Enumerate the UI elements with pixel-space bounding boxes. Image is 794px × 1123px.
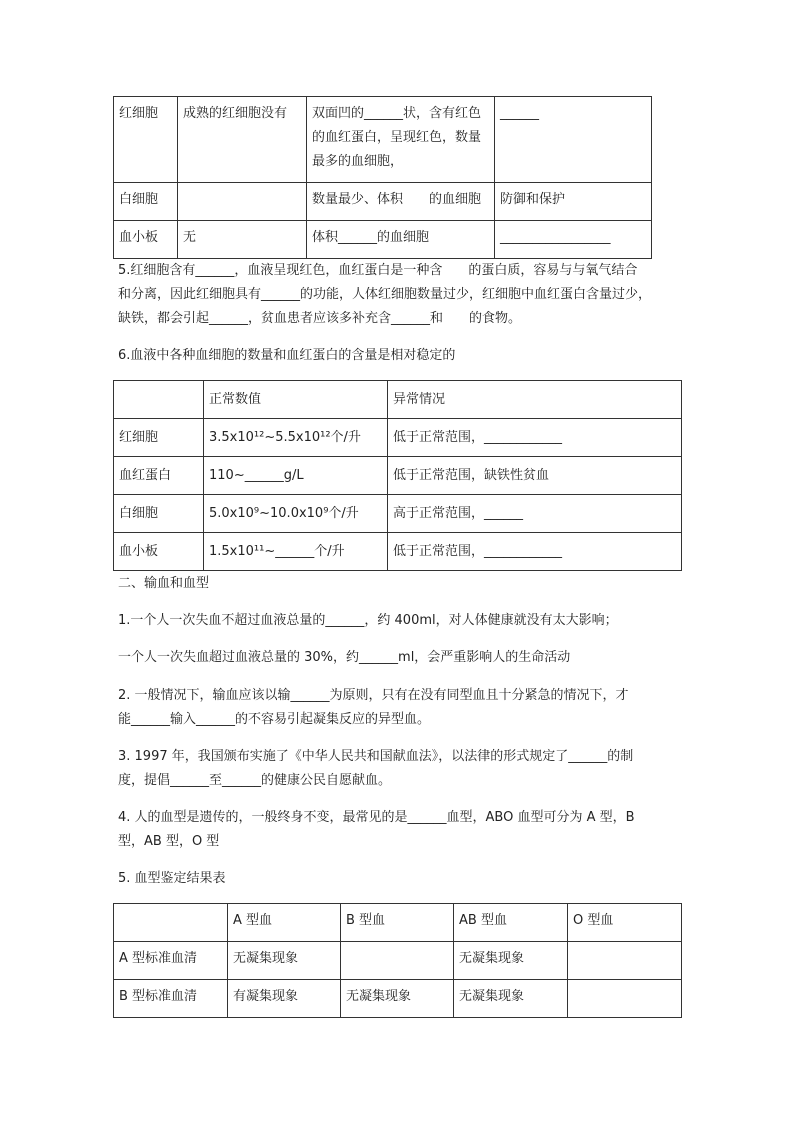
blood-cell-table: [113, 96, 652, 259]
table-cell: 110~______g/L: [204, 457, 388, 495]
table-cell: 血小板: [114, 221, 178, 259]
table-cell: 有凝集现象: [228, 980, 341, 1018]
table-cell: 低于正常范围，____________: [388, 533, 682, 571]
table-cell: 低于正常范围，缺铁性贫血: [388, 457, 682, 495]
table-cell: 白细胞: [114, 495, 204, 533]
table-row: [114, 980, 682, 1018]
table-cell: 3.5x10¹²~5.5x10¹²个/升: [204, 419, 388, 457]
table-cell: 无凝集现象: [341, 980, 454, 1018]
table-cell: 无: [178, 221, 307, 259]
table-row: [114, 221, 652, 259]
table-header-cell: AB 型血: [454, 904, 568, 942]
table-cell: [341, 942, 454, 980]
table-cell: 血小板: [114, 533, 204, 571]
paragraph-6: 6.血液中各种血细胞的数量和血红蛋白的含量是相对稳定的: [118, 348, 456, 363]
question-3-line-2: 度，提倡______至______的健康公民自愿献血。: [118, 773, 392, 788]
table-row: [114, 942, 682, 980]
table-row: [114, 97, 652, 183]
table-cell: B 型标准血清: [114, 980, 228, 1018]
table-cell: 5.0x10⁹~10.0x10⁹个/升: [204, 495, 388, 533]
table-cell: 低于正常范围，____________: [388, 419, 682, 457]
table-cell: 体积______的血细胞: [307, 221, 495, 259]
table-cell: A 型标准血清: [114, 942, 228, 980]
table-cell: 红细胞: [114, 97, 178, 183]
table-cell: [568, 980, 682, 1018]
table-cell: 无凝集现象: [228, 942, 341, 980]
table-cell: 无凝集现象: [454, 980, 568, 1018]
table-cell: 防御和保护: [495, 183, 652, 221]
table-cell: 高于正常范围，______: [388, 495, 682, 533]
question-4-line-1: 4. 人的血型是遗传的，一般终身不变，最常见的是______血型，ABO 血型可分为 A 型，B: [118, 810, 635, 825]
table-row: [114, 183, 652, 221]
table-header-row: [114, 381, 682, 419]
paragraph-5-line-2: 和分离，因此红细胞具有______的功能，人体红细胞数量过少，红细胞中血红蛋白含量过少，: [118, 287, 652, 302]
table-row: [114, 495, 682, 533]
table-cell: 数量最少、体积 的血细胞: [307, 183, 495, 221]
question-1-line-1: 1.一个人一次失血不超过血液总量的______，约 400ml，对人体健康就没有太大影响；: [118, 613, 618, 628]
table-cell: 1.5x10¹¹~______个/升: [204, 533, 388, 571]
paragraph-5-line-1: 5.红细胞含有______，血液呈现红色，血红蛋白是一种含 的蛋白质，容易与与氧气结合: [118, 263, 638, 278]
table-cell: [568, 942, 682, 980]
paragraph-5-line-3: 缺铁，都会引起______，贫血患者应该多补充含______和 的食物。: [118, 311, 522, 326]
table-row: [114, 533, 682, 571]
table-header-cell: B 型血: [341, 904, 454, 942]
table-header-cell: 正常数值: [204, 381, 388, 419]
table-cell: 无凝集现象: [454, 942, 568, 980]
question-3-line-1: 3. 1997 年，我国颁布实施了《中华人民共和国献血法》，以法律的形式规定了______的制: [118, 749, 634, 764]
table-header-row: [114, 904, 682, 942]
question-5: 5. 血型鉴定结果表: [118, 871, 226, 886]
question-1-line-2: 一个人一次失血超过血液总量的 30%，约______ml，会严重影响人的生命活动: [118, 650, 571, 665]
table-header-cell: O 型血: [568, 904, 682, 942]
section-title: 二、输血和血型: [118, 576, 210, 591]
table-header-cell: 异常情况: [388, 381, 682, 419]
table-row: [114, 419, 682, 457]
table-cell: 白细胞: [114, 183, 178, 221]
table-cell: 红细胞: [114, 419, 204, 457]
blood-type-table: [113, 903, 682, 1018]
table-cell: ______: [495, 97, 652, 183]
question-2-line-1: 2. 一般情况下，输血应该以输______为原则，只有在没有同型血且十分紧急的情况下，才: [118, 688, 629, 703]
table-cell: _________________: [495, 221, 652, 259]
table-cell: 双面凹的______状，含有红色的血红蛋白，呈现红色，数量最多的血细胞，: [307, 97, 495, 183]
table-header-cell: A 型血: [228, 904, 341, 942]
table-cell: 成熟的红细胞没有: [178, 97, 307, 183]
normal-values-table: [113, 380, 682, 571]
table-row: [114, 457, 682, 495]
table-header-cell: [114, 381, 204, 419]
question-4-line-2: 型，AB 型，O 型: [118, 834, 220, 849]
table-header-cell: [114, 904, 228, 942]
table-cell: [178, 183, 307, 221]
table-cell: 血红蛋白: [114, 457, 204, 495]
question-2-line-2: 能______输入______的不容易引起凝集反应的异型血。: [118, 712, 431, 727]
